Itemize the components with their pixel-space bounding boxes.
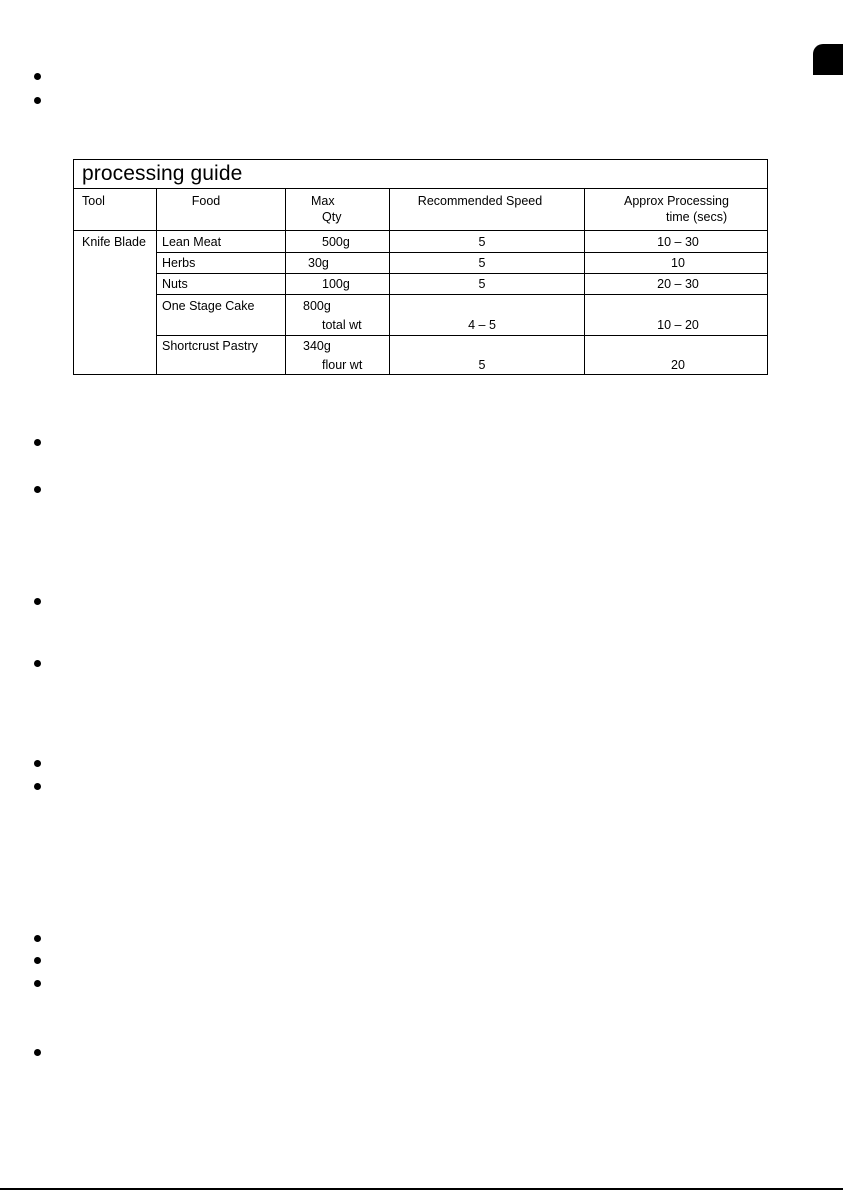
header-tool: Tool <box>82 194 105 208</box>
table-rule <box>156 252 767 253</box>
food-cell: One Stage Cake <box>162 299 255 313</box>
speed-cell: 5 <box>478 235 486 249</box>
bullet-point <box>34 760 41 767</box>
qty-note-cell: flour wt <box>322 358 363 372</box>
table-column-rule <box>285 188 286 374</box>
bullet-point <box>34 439 41 446</box>
bullet-point <box>34 660 41 667</box>
time-cell: 10 – 20 <box>657 318 699 332</box>
table-rule <box>74 230 767 231</box>
speed-cell: 4 – 5 <box>468 318 496 332</box>
qty-cell: 340g <box>303 339 331 353</box>
time-cell: 20 <box>671 358 685 372</box>
food-cell: Herbs <box>162 256 196 270</box>
bullet-point <box>34 783 41 790</box>
time-cell: 20 – 30 <box>657 277 699 291</box>
header-processing-time-line1: Approx Processing <box>624 194 729 208</box>
table-title: processing guide <box>82 162 243 185</box>
table-rule <box>74 188 767 189</box>
speed-cell: 5 <box>478 277 486 291</box>
food-cell: Nuts <box>162 277 188 291</box>
qty-note-cell: total wt <box>322 318 362 332</box>
qty-cell: 30g <box>308 256 329 270</box>
table-column-rule <box>584 188 585 374</box>
table-rule <box>156 294 767 295</box>
bullet-point <box>34 935 41 942</box>
table-column-rule <box>156 188 157 374</box>
time-cell: 10 – 30 <box>657 235 699 249</box>
bullet-point <box>34 73 41 80</box>
page-bottom-rule <box>0 1188 843 1190</box>
qty-cell: 800g <box>303 299 331 313</box>
food-cell: Shortcrust Pastry <box>162 339 258 353</box>
qty-cell: 100g <box>322 277 350 291</box>
bullet-point <box>34 1049 41 1056</box>
header-processing-time-line2: time (secs) <box>666 210 728 224</box>
time-cell: 10 <box>671 256 685 270</box>
tool-knife-blade: Knife Blade <box>82 235 146 249</box>
header-food: Food <box>191 194 221 208</box>
bullet-point <box>34 980 41 987</box>
header-recommended-speed: Recommended Speed <box>417 194 543 208</box>
bullet-point <box>34 486 41 493</box>
food-cell: Lean Meat <box>162 235 222 249</box>
bullet-point <box>34 598 41 605</box>
header-max-qty-line1: Max <box>311 194 335 208</box>
table-rule <box>156 273 767 274</box>
speed-cell: 5 <box>478 358 486 372</box>
table-rule <box>156 335 767 336</box>
speed-cell: 5 <box>478 256 486 270</box>
bullet-point <box>34 97 41 104</box>
page-tab-marker <box>813 44 843 75</box>
header-max-qty-line2: Qty <box>322 210 342 224</box>
bullet-point <box>34 957 41 964</box>
processing-guide-table <box>73 159 768 375</box>
table-column-rule <box>389 188 390 374</box>
qty-cell: 500g <box>322 235 350 249</box>
